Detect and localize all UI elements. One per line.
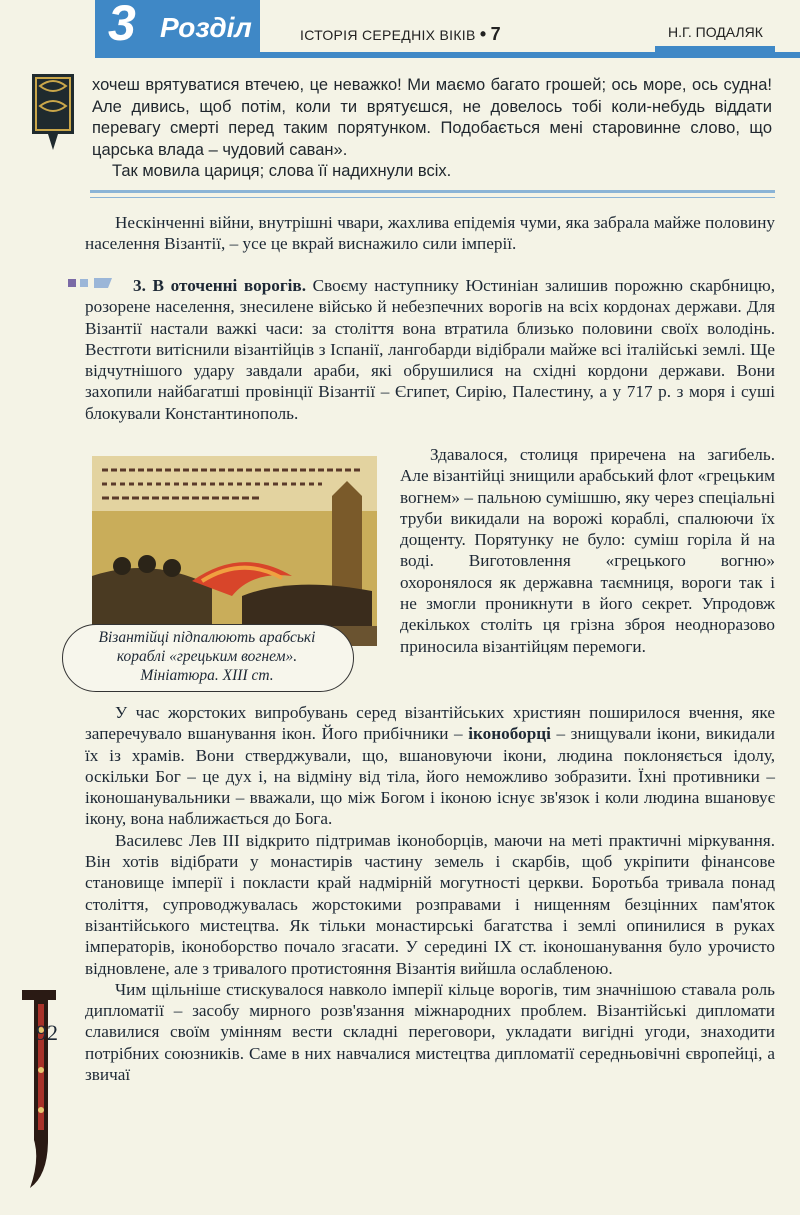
header-accent xyxy=(655,46,775,52)
quote-divider xyxy=(90,190,775,193)
quote-closing: Так мовила цариця; слова її надихнули всіх. xyxy=(112,162,452,180)
main-text xyxy=(85,702,775,1085)
section-paragraph: 3. В оточенні ворогів. Своєму наступнику Юстиніан залишив порожню скарбницю, розорене населення, знесилене військо й небезпечних ворогів на всіх кордонах держави. Для Візантії настали важкі часи: за століття вона втратила близько половини своїх володінь. Вестготи витіснили візантійців з Іспанії, лангобарди відібрали майже всі італійські землі. Ще відчутнішого удару завдали араби, які обрушилися на східні кордони держави. Вони захопили найбагатші провінції Візантії – Єгипет, Сирію, Палестину, а у 717 р. з моря і суші блокували Константинополь. xyxy=(85,276,776,423)
chapter-word: Розділ xyxy=(160,12,252,43)
quote-block xyxy=(92,75,772,183)
quote-divider-thin xyxy=(90,197,775,198)
chapter-number: 3 xyxy=(108,0,136,51)
intro-section xyxy=(85,212,775,255)
page-header xyxy=(0,0,800,62)
greek-fire-illustration xyxy=(92,456,377,646)
ornament-icon xyxy=(30,72,76,152)
quote-text: хочеш врятуватися втечею, це неважко! Ми маємо багато грошей; ось море, ось судна! Але дивись, щоб потім, коли ти врятуєшся, не довелось тобі коли-небудь віддати перевагу смерті перед таким порятунком. Подобається мені старовинне слово, що царська влада – чудовий саван». xyxy=(92,76,772,159)
side-column xyxy=(400,444,775,657)
section-heading: 3. В оточенні ворогів. xyxy=(133,276,307,295)
paragraph-iconoclasm: У час жорстоких випробувань серед візантійських християн поширилося вчення, яке заперечувало вшанування ікон. Його прибічники – іконоборці – знищували ікони, викидали їх із храмів. Вони стверджували, що, вшановуючи ікони, людина поклоняється ідолу, оскільки Бог – це дух і, на відміну від тіла, його неможливо зобразити. Їхні противники – іконошанувальники – вважали, що між Богом і іконою існує зв'язок і коли людина вшановує ікону, вона наближається до Бога. xyxy=(85,703,775,829)
author-name: Н.Г. ПОДАЛЯК xyxy=(668,24,763,40)
section-3 xyxy=(85,275,775,424)
side-paragraph: Здавалося, столиця приречена на загибель. Але візантійці знищили арабський флот «грецьким вогнем» – пальною сумішшю, яку через спеціальні труби викидали на ворожі кораблі, спалюючи їх дощенту. Порятунку не було: суміш горіла й на воді. Виготовлення «грецького вогню» охоронялося як державна таємниця, вороги так і не змогли проникнути в його секрет. Упродовж декількох століть ця грізна зброя неодноразово приносила візантійцям перемоги. xyxy=(400,445,775,656)
book-title: ІСТОРІЯ СЕРЕДНІХ ВІКІВ • 7 xyxy=(300,24,501,44)
paragraph-leo-iii: Василевс Лев III відкрито підтримав іконоборців, маючи на меті практичні міркування. Він хотів відібрати у монастирів частину земель і скарбів, щоб укріпити фінансове становище імперії і покласти край надмірній могутності церкви. Боротьба тривала понад століття, супроводжувалась жорстокими розправами і нищенням безцінних пам'яток візантійського мистецтва. Як тільки монастирські багатства і землі опинилися в руках імператорів, іконоборство почало згасати. У середині IX ст. іконошанування було урочисто відновлене, але з тривалого протистояння Візантія вийшла ослабленою. xyxy=(85,830,775,978)
intro-paragraph: Нескінченні війни, внутрішні чвари, жахлива епідемія чуми, яка забрала майже половину населення Візантії, – усе це вкрай виснажило сили імперії. xyxy=(85,213,775,254)
paragraph-diplomacy: Чим щільніше стискувалося навколо імперії кільце ворогів, тим значнішою ставала роль дипломатії – засобу мирного розв'язання міжнародних проблем. Візантійські дипломати славилися своїм умінням вести складні переговори, укладати вигідні угоди, знаходити потрібних союзників. Саме в них навчалися мистецтва дипломатії середньовічні європейці, а звичаї xyxy=(85,979,775,1085)
header-rule xyxy=(95,52,800,58)
page-number: 92 xyxy=(36,1020,58,1045)
miniature-image xyxy=(92,456,377,646)
figure-caption: Візантійці підпалюють арабські кораблі «грецьким вогнем». Мініатюра. XIII ст. xyxy=(98,629,316,684)
